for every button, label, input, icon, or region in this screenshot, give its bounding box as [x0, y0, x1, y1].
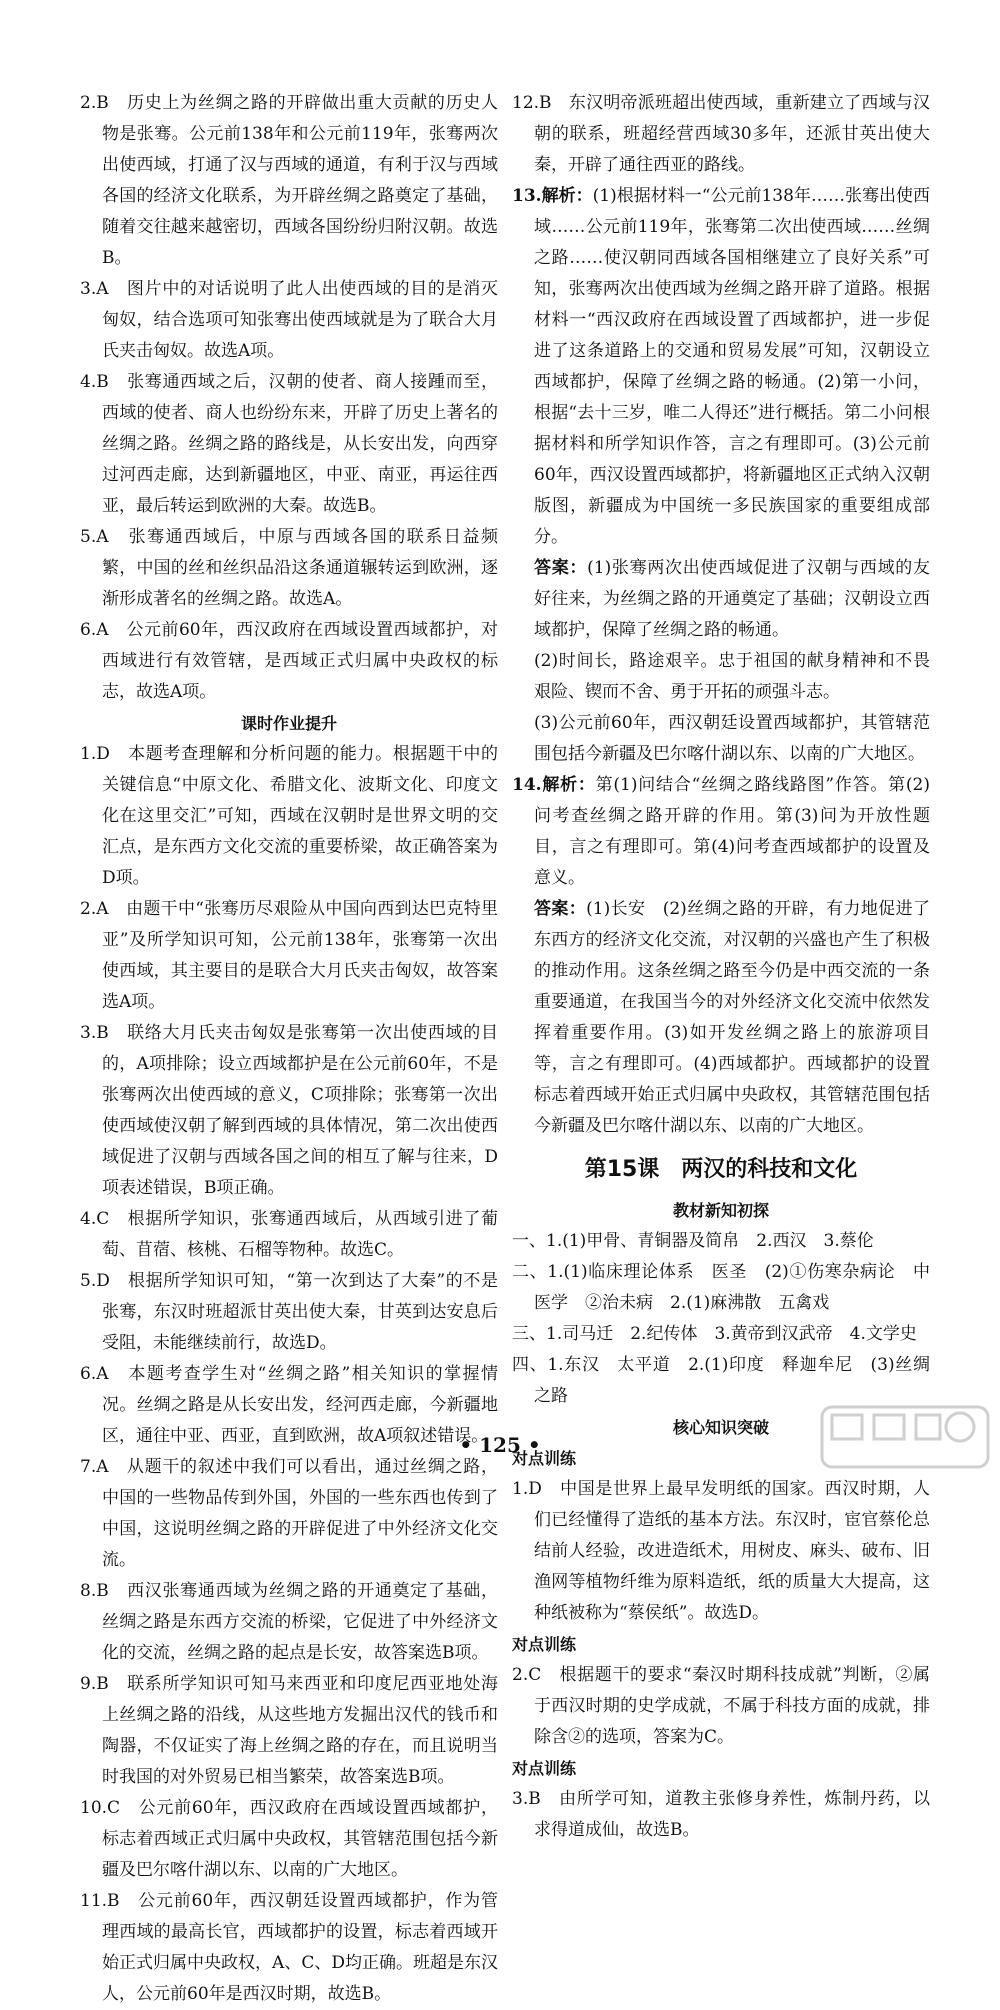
training-label: 对点训练: [512, 1449, 577, 1468]
section-heading: 教材新知初探: [672, 1201, 769, 1220]
answer-item: 4.C 根据所学知识，张骞通西域后，从西域引进了葡萄、苜蓿、核桃、石榴等物种。故选C。: [80, 1209, 498, 1260]
watermark-logo-icon: [820, 1405, 990, 1469]
answer-text: (2)时间长，路途艰辛。忠于祖国的献身精神和不畏艰险、锲而不舍、勇于开拓的顽强斗志。: [534, 651, 930, 702]
answer-item: 4.B 张骞通西域之后，汉朝的使者、商人接踵而至，西域的使者、商人也纷纷东来，开辟了历史上著名的丝绸之路。丝绸之路的路线是，从长安出发，向西穿过河西走廊，达到新疆地区，中亚、南亚，再运往西亚，最后转运到欧洲的大秦。故选B。: [80, 372, 498, 516]
answer-item: 2.B 历史上为丝绸之路的开辟做出重大贡献的历史人物是张骞。公元前138年和公元前119年，张骞两次出使西域，打通了汉与西域的通道，有利于汉与西域各国的经济文化联系，为开辟丝绸之路奠定了基础，随着交往越来越密切，西域各国纷纷归附汉朝。故选B。: [80, 93, 498, 268]
answer-item: 3.B 由所学可知，道教主张修身养性，炼制丹药，以求得道成仙，故选B。: [512, 1789, 930, 1840]
answer-item: 11.B 公元前60年，西汉朝廷设置西域都护，作为管理西域的最高长官，西域都护的设置，标志着西域开始正式归属中央政权，A、C、D均正确。班超是东汉人，公元前60年是西汉时期，故选B。: [80, 1891, 498, 2004]
right-column: [512, 88, 930, 1846]
answer-item: 9.B 联系所学知识可知马来西亚和印度尼西亚地处海上丝绸之路的沿线，从这些地方发掘出汉代的钱币和陶器，不仅证实了海上丝绸之路的存在，而且说明当时我国的对外贸易已相当繁荣，故答案选B项。: [80, 1674, 498, 1787]
knowledge-item: 二、1.(1)临床理论体系 医圣 (2)①伤寒杂病论 中医学 ②治未病 2.(1)麻沸散 五禽戏: [512, 1262, 930, 1313]
answer-text: (1)张骞两次出使西域促进了汉朝与西域的友好往来，为丝绸之路的开通奠定了基础；汉朝设立西域都护，保障了丝绸之路的畅通。: [534, 558, 930, 640]
knowledge-item: 一、1.(1)甲骨、青铜器及简帛 2.西汉 3.蔡伦: [512, 1231, 874, 1251]
answer-block: [512, 894, 930, 1142]
answer-item: 1.D 中国是世界上最早发明纸的国家。西汉时期，人们已经懂得了造纸的基本方法。东汉时，宦官蔡伦总结前人经验，改进造纸术，用树皮、麻头、破布、旧渔网等植物纤维为原料造纸，纸的质量大大提高，这种纸被称为“蔡侯纸”。故选D。: [512, 1479, 930, 1623]
knowledge-item: 四、1.东汉 太平道 2.(1)印度 释迦牟尼 (3)丝绸之路: [512, 1355, 930, 1406]
section-heading: 课时作业提升: [240, 714, 337, 733]
answer-item: 3.B 联络大月氏夹击匈奴是张骞第一次出使西域的目的，A项排除；设立西域都护是在公元前60年，不是张骞两次出使西域的意义，C项排除；张骞第一次出使西域使汉朝了解到西域的具体情况，第二次出使西域促进了汉朝与西域各国之间的相互了解与往来，D项表述错误，B项正确。: [80, 1023, 498, 1198]
answer-item-14: [512, 770, 930, 894]
analysis-label: 14.解析：: [512, 775, 596, 795]
answer-label: 答案：: [534, 899, 587, 919]
answer-item-13: [512, 181, 930, 553]
answer-label: 答案：: [534, 558, 588, 578]
answer-item: 3.A 图片中的对话说明了此人出使西域的目的是消灭匈奴，结合选项可知张骞出使西域就是为了联合大月氏夹击匈奴。故选A项。: [80, 279, 498, 361]
answer-text: (3)公元前60年，西汉朝廷设置西域都护，其管辖范围包括今新疆及巴尔喀什湖以东、以南的广大地区。: [534, 713, 930, 764]
answer-item: 5.A 张骞通西域后，中原与西域各国的联系日益频繁，中国的丝和丝织品沿这条通道辗转运到欧洲，逐渐形成著名的丝绸之路。故选A。: [80, 527, 498, 609]
answer-block: [512, 553, 930, 646]
answer-item: 10.C 公元前60年，西汉政府在西域设置西域都护，标志着西域正式归属中央政权，其管辖范围包括今新疆及巴尔喀什湖以东、以南的广大地区。: [80, 1798, 498, 1880]
answer-text: (1)长安 (2)丝绸之路的开辟，有力地促进了东西方的经济文化交流，对汉朝的兴盛也产生了积极的推动作用。这条丝绸之路至今仍是中西交流的一条重要通道，在我国当今的对外经济文化交流中依然发挥着重要作用。(3)如开发丝绸之路上的旅游项目等，言之有理即可。(4)西域都护。西域都护的设置标志着西域开始正式归属中央政权，其管辖范围包括今新疆及巴尔喀什湖以东、以南的广大地区。: [534, 899, 930, 1136]
lesson-title: 第15课 两汉的科技和文化: [584, 1157, 858, 1182]
answer-item: 7.A 从题干的叙述中我们可以看出，通过丝绸之路，中国的一些物品传到外国，外国的一些东西也传到了中国，这说明丝绸之路的开辟促进了中外经济文化交流。: [80, 1457, 498, 1570]
analysis-label: 13.解析：: [512, 186, 593, 206]
training-label: 对点训练: [512, 1759, 577, 1778]
answer-item: 1.D 本题考查理解和分析问题的能力。根据题干中的关键信息“中原文化、希腊文化、波斯文化、印度文化在这里交汇”可知，西域在汉朝时是世界文明的交汇点，是东西方文化交流的重要桥梁，故正确答案为D项。: [80, 744, 498, 888]
answer-item: 2.A 由题干中“张骞历尽艰险从中国向西到达巴克特里亚”及所学知识可知，公元前138年，张骞第一次出使西域，其主要目的是联合大月氏夹击匈奴，故答案选A项。: [80, 899, 498, 1012]
answer-item: 6.A 本题考查学生对“丝绸之路”相关知识的掌握情况。丝绸之路是从长安出发，经河西走廊，今新疆地区，通往中亚、西亚，直到欧洲，故A项叙述错误。: [80, 1364, 498, 1446]
answer-item: 8.B 西汉张骞通西域为丝绸之路的开通奠定了基础，丝绸之路是东西方交流的桥梁，它促进了中外经济文化的交流，丝绸之路的起点是长安，故答案选B项。: [80, 1581, 498, 1663]
left-column: [80, 88, 498, 2010]
knowledge-item: 三、1.司马迁 2.纪传体 3.黄帝到汉武帝 4.文学史: [512, 1324, 917, 1344]
answer-item: 12.B 东汉明帝派班超出使西域，重新建立了西域与汉朝的联系，班超经营西域30多年，还派甘英出使大秦，开辟了通往西亚的路线。: [512, 93, 930, 175]
page-number: • 125 •: [459, 1433, 541, 1457]
analysis-text: (1)根据材料一“公元前138年……张骞出使西域……公元前119年，张骞第二次出使西域……丝绸之路……使汉朝同西域各国相继建立了良好关系”可知，张骞两次出使西域为丝绸之路开辟了道路。根据材料一“西汉政府在西域设置了西域都护，进一步促进了这条道路上的交通和贸易发展”可知，汉朝设立西域都护，保障了丝绸之路的畅通。(2)第一小问，根据“去十三岁，唯二人得还”进行概括。第二小问根据材料和所学知识作答，言之有理即可。(3)公元前60年，西汉设置西域都护，将新疆地区正式纳入汉朝版图，新疆成为中国统一多民族国家的重要组成部分。: [534, 186, 931, 547]
answer-item: 5.D 根据所学知识可知，“第一次到达了大秦”的不是张骞，东汉时班超派甘英出使大秦，甘英到达安息后受阻，未能继续前行，故选D。: [80, 1271, 498, 1353]
answer-item: 2.C 根据题干的要求“秦汉时期科技成就”判断，②属于西汉时期的史学成就，不属于科技方面的成就，排除含②的选项，答案为C。: [512, 1665, 930, 1747]
answer-item: 6.A 公元前60年，西汉政府在西域设置西域都护，对西域进行有效管辖，是西域正式归属中央政权的标志，故选A项。: [80, 620, 498, 702]
section-heading: 核心知识突破: [672, 1418, 769, 1437]
training-label: 对点训练: [512, 1635, 577, 1654]
analysis-text: 第(1)问结合“丝绸之路线路图”作答。第(2)问考查丝绸之路开辟的作用。第(3)问为开放性题目，言之有理即可。第(4)问考查西域都护的设置及意义。: [534, 775, 931, 888]
